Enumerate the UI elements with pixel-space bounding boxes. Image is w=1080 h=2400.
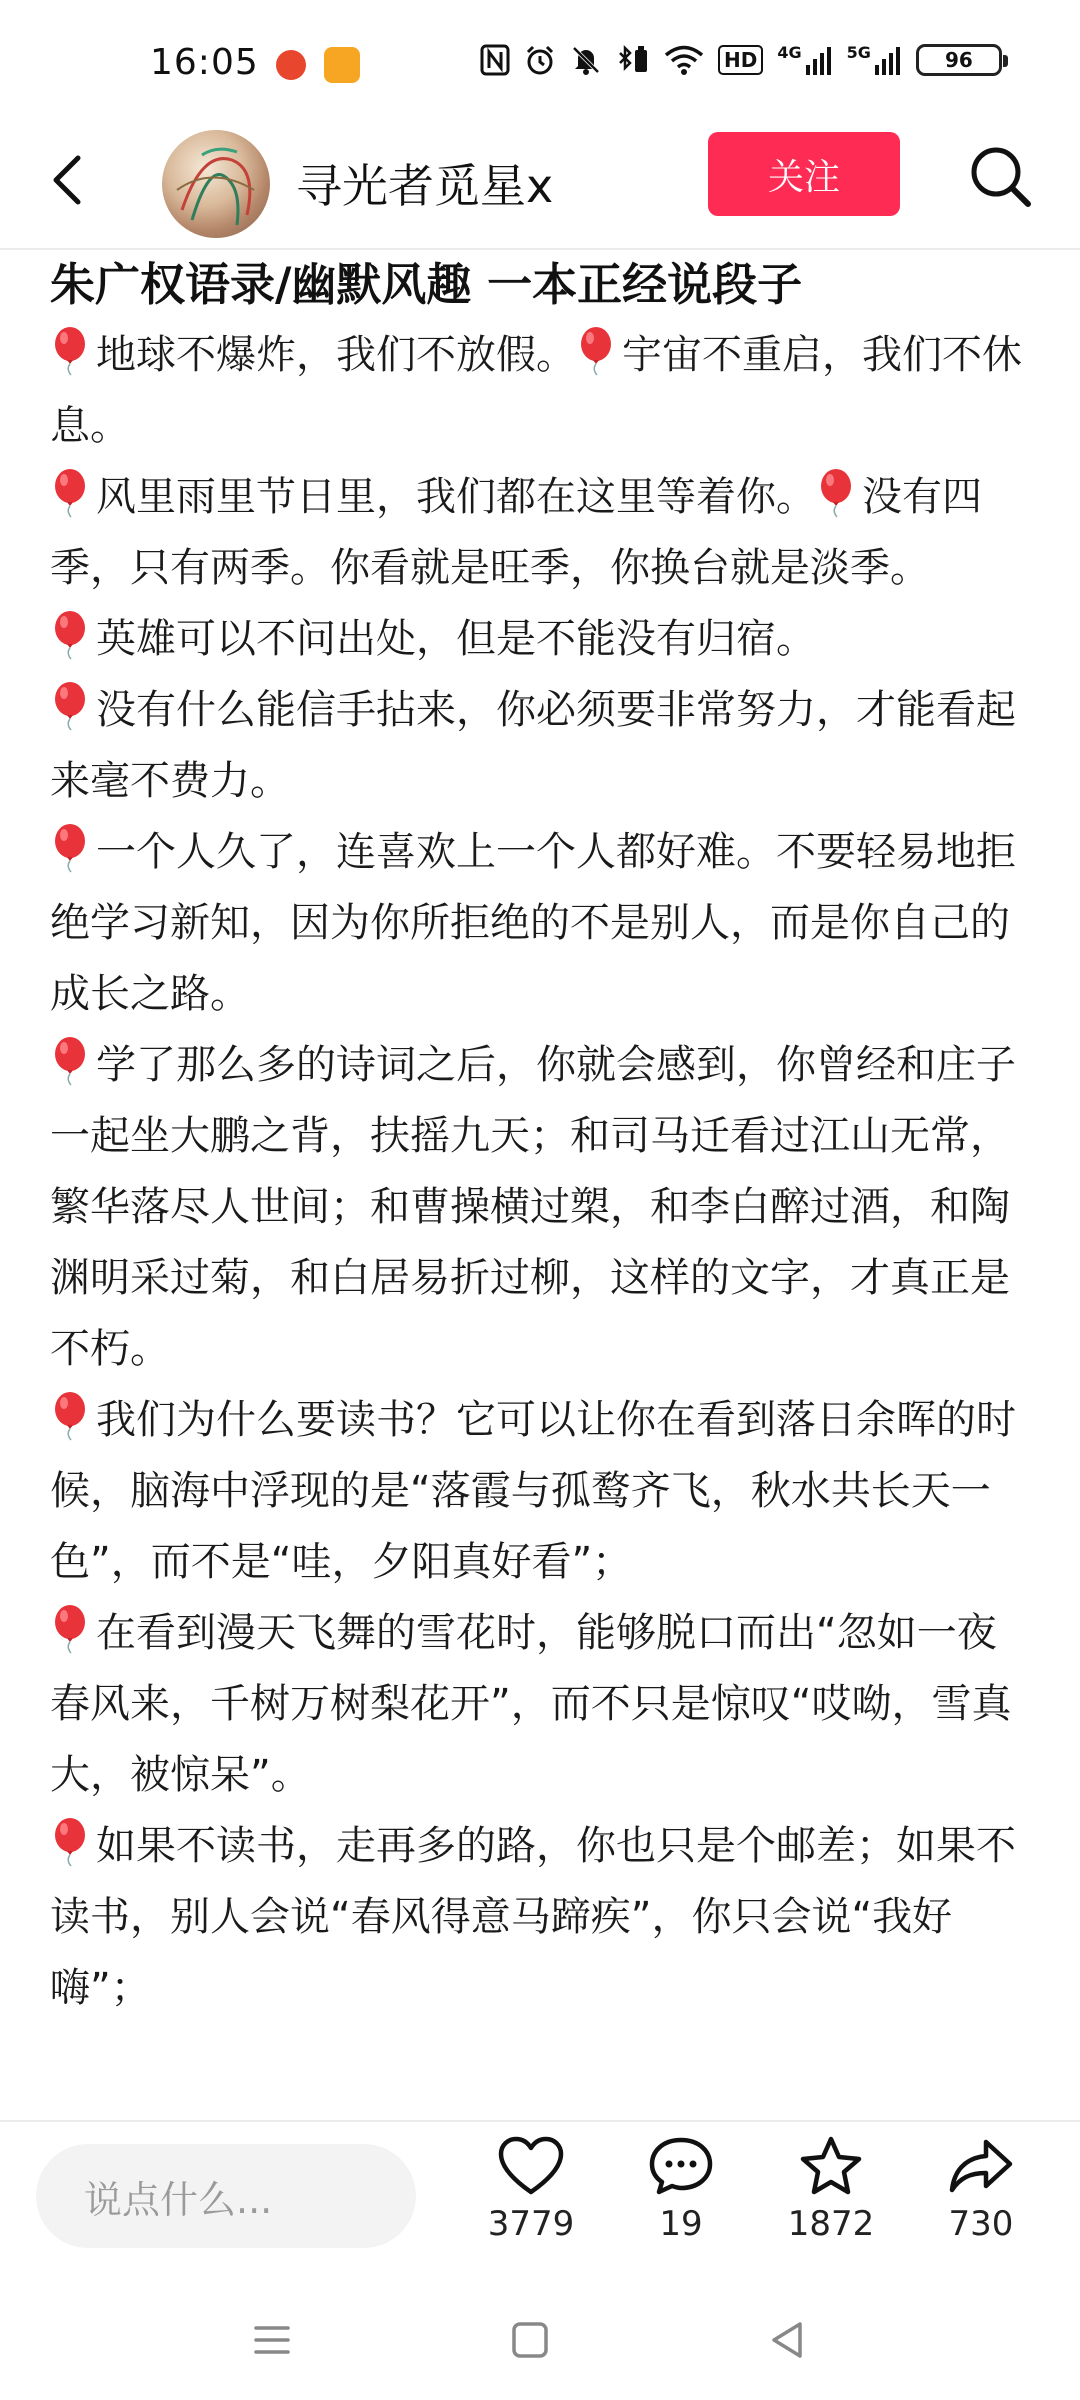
hd-badge: HD bbox=[718, 45, 763, 75]
post-header bbox=[0, 120, 1080, 250]
post-paragraph bbox=[50, 1811, 1030, 2024]
balloon-icon bbox=[50, 1036, 90, 1086]
post-title: 朱广权语录/幽默风趣 一本正经说段子 bbox=[50, 258, 803, 311]
balloon-icon bbox=[576, 326, 616, 376]
balloon-icon bbox=[50, 1604, 90, 1654]
post-paragraph bbox=[50, 1385, 1030, 1598]
post-paragraph bbox=[50, 320, 1030, 462]
signal-5g-label: 5G bbox=[846, 43, 871, 62]
paragraph-text: 风里雨里节日里，我们都在这里等着你。 bbox=[96, 474, 816, 520]
balloon-icon bbox=[50, 823, 90, 873]
status-icons bbox=[480, 44, 1002, 76]
post-paragraph bbox=[50, 817, 1030, 1030]
menu-icon bbox=[242, 2310, 302, 2370]
paragraph-text: 我们为什么要读书？它可以让你在看到落日余晖的时候，脑海中浮现的是“落霞与孤鹜齐飞，秋水共长天一色”，而不是“哇，夕阳真好看”； bbox=[50, 1397, 1016, 1585]
share-count: 730 bbox=[948, 2204, 1014, 2244]
signal-bars-icon bbox=[805, 45, 833, 75]
app-notification-icon bbox=[276, 50, 306, 80]
search-button[interactable] bbox=[966, 142, 1036, 212]
weibo-notification-icon bbox=[324, 47, 360, 83]
status-time: 16:05 bbox=[150, 42, 259, 83]
signal-5g bbox=[847, 45, 902, 75]
paragraph-text: 英雄可以不问出处，但是不能没有归宿。 bbox=[96, 616, 816, 662]
search-icon bbox=[966, 142, 1036, 212]
avatar-artwork bbox=[162, 130, 270, 238]
comment-input[interactable]: 说点什么... bbox=[36, 2144, 416, 2248]
balloon-icon bbox=[50, 468, 90, 518]
paragraph-text: 学了那么多的诗词之后，你就会感到，你曾经和庄子一起坐大鹏之背，扶摇九天；和司马迁看过江山无常，繁华落尽人世间；和曹操横过槊，和李白醉过酒，和陶渊明采过菊，和白居易折过柳，这样的文字，才真正是不朽。 bbox=[50, 1042, 1016, 1372]
favorite-count: 1872 bbox=[787, 2204, 875, 2244]
author-name[interactable]: 寻光者觅星x bbox=[296, 159, 554, 213]
status-bar bbox=[0, 0, 1080, 120]
post-paragraph bbox=[50, 1030, 1030, 1385]
back-button[interactable] bbox=[40, 150, 100, 210]
paragraph-text: 一个人久了，连喜欢上一个人都好难。不要轻易地拒绝学习新知，因为你所拒绝的不是别人，而是你自己的成长之路。 bbox=[50, 829, 1016, 1017]
system-nav-bar bbox=[0, 2270, 1080, 2400]
home-button[interactable] bbox=[500, 2310, 560, 2370]
post-paragraph bbox=[50, 675, 1030, 817]
paragraph-text: 宇宙不重启，我们不休息。 bbox=[50, 332, 1022, 449]
paragraph-text: 如果不读书，走再多的路，你也只是个邮差；如果不读书，别人会说“春风得意马蹄疾”，你只会说“我好嗨”； bbox=[50, 1823, 1016, 2011]
post-content bbox=[50, 250, 1030, 2024]
triangle-back-icon bbox=[758, 2310, 818, 2370]
author-avatar[interactable] bbox=[162, 130, 270, 238]
signal-4g-label: 4G bbox=[777, 43, 802, 62]
battery-icon bbox=[916, 44, 1002, 76]
post-body bbox=[50, 320, 1030, 2024]
balloon-icon bbox=[50, 326, 90, 376]
paragraph-text: 没有什么能信手拈来，你必须要非常努力，才能看起来毫不费力。 bbox=[50, 687, 1016, 804]
heart-icon bbox=[498, 2136, 564, 2196]
balloon-icon bbox=[50, 681, 90, 731]
star-icon bbox=[798, 2136, 864, 2196]
recent-apps-button[interactable] bbox=[242, 2310, 302, 2370]
favorite-button[interactable] bbox=[766, 2136, 896, 2266]
battery-level: 96 bbox=[944, 48, 973, 72]
balloon-icon bbox=[50, 610, 90, 660]
share-button[interactable] bbox=[916, 2136, 1046, 2266]
mute-icon bbox=[570, 44, 602, 76]
balloon-icon bbox=[50, 1391, 90, 1441]
paragraph-text: 地球不爆炸，我们不放假。 bbox=[96, 332, 576, 378]
comment-button[interactable] bbox=[616, 2136, 746, 2266]
action-bar bbox=[0, 2120, 1080, 2270]
wifi-icon bbox=[664, 44, 704, 76]
paragraph-text: 没有四季，只有两季。你看就是旺季，你换台就是淡季。 bbox=[50, 474, 982, 591]
square-icon bbox=[500, 2310, 560, 2370]
balloon-icon bbox=[816, 468, 856, 518]
nfc-icon bbox=[480, 44, 510, 76]
share-icon bbox=[948, 2136, 1014, 2196]
post-paragraph bbox=[50, 462, 1030, 604]
post-paragraph bbox=[50, 1598, 1030, 1811]
post-paragraph bbox=[50, 604, 1030, 675]
signal-4g bbox=[777, 45, 832, 75]
follow-button[interactable]: 关注 bbox=[708, 132, 900, 216]
alarm-icon bbox=[524, 44, 556, 76]
comment-count: 19 bbox=[659, 2204, 703, 2244]
signal-bars-icon bbox=[874, 45, 902, 75]
balloon-icon bbox=[50, 1817, 90, 1867]
like-count: 3779 bbox=[487, 2204, 575, 2244]
paragraph-text: 在看到漫天飞舞的雪花时，能够脱口而出“忽如一夜春风来，千树万树梨花开”，而不只是惊叹“哎呦，雪真大，被惊呆”。 bbox=[50, 1610, 1012, 1798]
comment-icon bbox=[648, 2136, 714, 2196]
bluetooth-battery-icon bbox=[616, 44, 650, 76]
back-nav-button[interactable] bbox=[758, 2310, 818, 2370]
chevron-left-icon bbox=[40, 150, 100, 210]
like-button[interactable] bbox=[466, 2136, 596, 2266]
